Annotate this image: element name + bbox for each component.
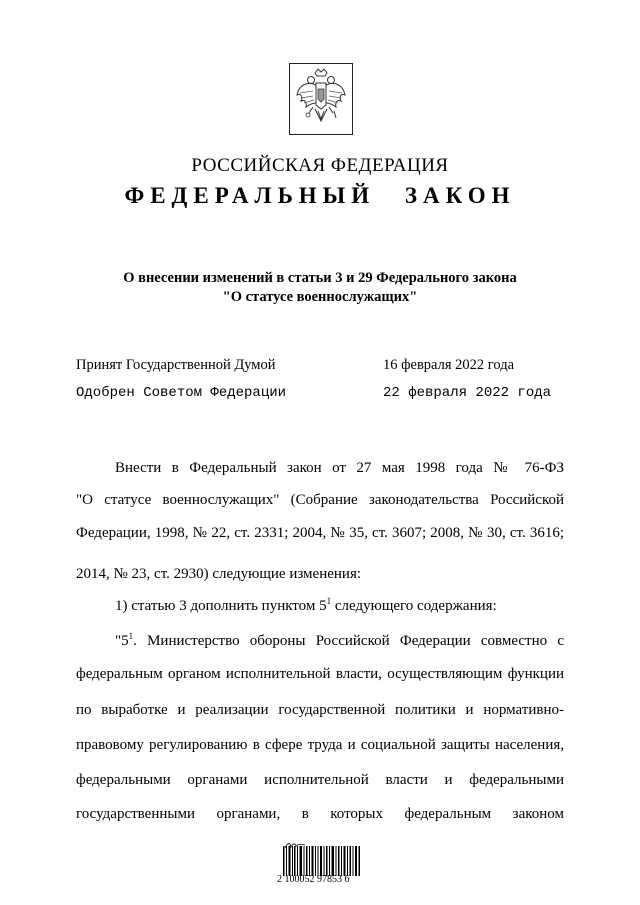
paragraph-1-line-1: Внести в Федеральный закон от 27 мая 1998 года № 76-ФЗ [115, 460, 564, 476]
law-title [0, 269, 640, 307]
paragraph-3-line-5: федеральными органами исполнительной власти и федеральными [76, 772, 564, 788]
paragraph-3-line-4: правовому регулированию в сфере труда и социальной защиты населения, [76, 737, 564, 753]
coat-of-arms-emblem [289, 63, 353, 135]
paragraph-1-line-2: "О статусе военнослужащих" (Собрание законодательства Российской [76, 492, 564, 508]
law-title-line-1: О внесении изменений в статьи 3 и 29 Федерального закона [123, 270, 517, 286]
barcode [283, 846, 361, 876]
barcode-number: 2 100052 97853 6 [277, 874, 350, 885]
paragraph-2-superscript: 1 [326, 596, 332, 606]
paragraph-2 [115, 598, 564, 615]
council-date: 22 февраля 2022 года [383, 385, 552, 401]
paragraph-2-text-end: следующего содержания: [331, 598, 497, 614]
paragraph-3-line-3: по выработке и реализации государственной политики и нормативно- [76, 702, 564, 718]
council-label: Одобрен Советом Федерации [76, 385, 287, 401]
duma-label: Принят Государственной Думой [76, 357, 276, 373]
law-title-line-2: "О статусе военнослужащих" [222, 289, 418, 305]
paragraph-3-line-2: федеральным органом исполнительной власти, осуществляющим функции [76, 666, 564, 682]
duma-date: 16 февраля 2022 года [383, 357, 515, 373]
paragraph-3-line-6: государственными органами, в которых федеральным законом [76, 806, 564, 822]
country-name: РОССИЙСКАЯ ФЕДЕРАЦИЯ [191, 155, 449, 176]
paragraph-3-line-1 [115, 633, 564, 650]
document-type: ФЕДЕРАЛЬНЫЙ ЗАКОН [124, 183, 516, 208]
paragraph-2-text: 1) статью 3 дополнить пунктом 5 [115, 598, 327, 614]
paragraph-3-superscript: 1 [128, 631, 134, 641]
paragraph-1-line-3: Федерации, 1998, № 22, ст. 2331; 2004, № 35, ст. 3607; 2008, № 30, ст. 3616; [76, 525, 564, 541]
paragraph-3-line-1-text: . Министерство обороны Российской Федерации совместно с [133, 633, 564, 649]
paragraph-3-start: "5 [115, 633, 129, 649]
paragraph-1-line-4: 2014, № 23, ст. 2930) следующие изменения: [76, 566, 362, 582]
